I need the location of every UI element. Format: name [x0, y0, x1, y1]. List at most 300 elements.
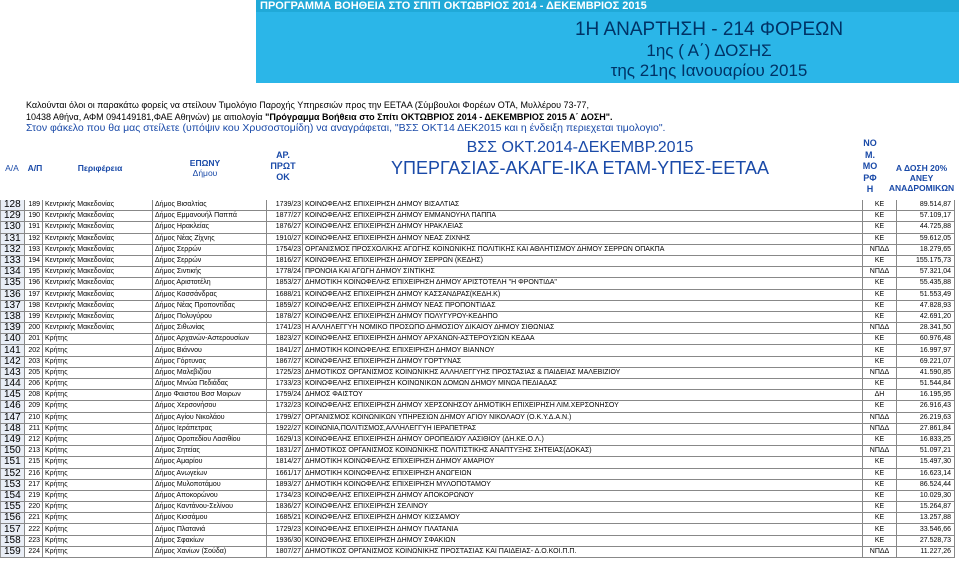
legal-form-cell: ΚΕ — [863, 255, 897, 266]
region-cell: Κεντρικής Μακεδονίας — [43, 278, 153, 289]
protocol-cell: 1831/27 — [267, 446, 303, 457]
application-number: 193 — [25, 244, 43, 255]
header-legal-form-l5: Η — [866, 184, 874, 194]
protocol-cell: 1814/27 — [267, 457, 303, 468]
region-cell: Κρήτης — [43, 412, 153, 423]
row-number: 136 — [1, 289, 25, 300]
municipality-cell: Δήμος Σιντικής — [153, 267, 267, 278]
protocol-cell: 1629/13 — [267, 434, 303, 445]
amount-cell: 28.341,50 — [897, 323, 955, 334]
header-legal-form-l1: ΝΟ — [863, 138, 877, 148]
legal-form-cell: ΝΠΔΔ — [863, 367, 897, 378]
table-row — [1, 323, 955, 334]
region-cell: Κρήτης — [43, 379, 153, 390]
entities-table — [0, 200, 955, 558]
application-number: 203 — [25, 356, 43, 367]
region-cell: Κρήτης — [43, 535, 153, 546]
row-number: 138 — [1, 311, 25, 322]
organization-cell: ΚΟΙΝΩΝΙΑ,ΠΟΛΙΤΙΣΜΟΣ,ΑΛΛΗΛΕΓΓΥΗ ΙΕΡΑΠΕΤΡΑΣ — [303, 423, 863, 434]
application-number: 190 — [25, 211, 43, 222]
protocol-cell: 1876/27 — [267, 222, 303, 233]
municipality-cell: Δήμος Πλατανιά — [153, 524, 267, 535]
row-number: 140 — [1, 334, 25, 345]
table-row — [1, 446, 955, 457]
protocol-cell: 1922/27 — [267, 423, 303, 434]
municipality-cell: Δήμος Γόρτυνας — [153, 356, 267, 367]
application-number: 208 — [25, 390, 43, 401]
header-legal-form — [858, 138, 882, 196]
municipality-cell: Δήμος Χανίων (Σούδα) — [153, 546, 267, 557]
region-cell: Κεντρικής Μακεδονίας — [43, 233, 153, 244]
amount-cell: 51.553,49 — [897, 289, 955, 300]
application-number: 210 — [25, 412, 43, 423]
row-number: 148 — [1, 423, 25, 434]
header-legal-form-l3: ΜΟ — [862, 161, 878, 171]
protocol-cell: 1725/23 — [267, 367, 303, 378]
region-cell: Κεντρικής Μακεδονίας — [43, 300, 153, 311]
header-amount-l2: ΑΝΕΥ — [909, 173, 934, 183]
amount-cell: 51.544,84 — [897, 379, 955, 390]
municipality-cell: Δήμος Χερσονήσου — [153, 401, 267, 412]
row-number: 133 — [1, 255, 25, 266]
legal-form-cell: ΝΠΔΔ — [863, 323, 897, 334]
organization-cell: ΔΗΜΟΤΙΚΗ ΚΟΙΝΩΦΕΛΗΣ ΕΠΙΧΕΙΡΗΣΗ ΔΗΜΟΥ ΒΙΑΝΝΟΥ — [303, 345, 863, 356]
table-row — [1, 490, 955, 501]
protocol-cell: 1893/27 — [267, 479, 303, 490]
amount-cell: 33.546,66 — [897, 524, 955, 535]
protocol-cell: 1688/21 — [267, 289, 303, 300]
application-number: 224 — [25, 546, 43, 557]
organization-cell: ΔΗΜΟΤΙΚΗ ΚΟΙΝΩΦΕΛΗΣ ΕΠΙΧΕΙΡΗΣΗ ΔΗΜΟΥ ΑΜΑΡΙΟΥ — [303, 457, 863, 468]
municipality-cell: Δήμος Καντάνου-Σελίνου — [153, 502, 267, 513]
amount-cell: 16.997,97 — [897, 345, 955, 356]
legal-form-cell: ΚΕ — [863, 334, 897, 345]
header-amount-l1: Α ΔΟΣΗ 20% — [895, 163, 948, 173]
application-number: 198 — [25, 300, 43, 311]
organization-cell: ΚΟΙΝΩΦΕΛΗΣ ΕΠΙΧΕΙΡΗΣΗ ΚΟΙΝΩΝΙΚΩΝ ΔΟΜΩΝ ΔΗΜΟΥ ΜΙΝΩΑ ΠΕΔΙΑΔΑΣ — [303, 379, 863, 390]
region-cell: Κρήτης — [43, 457, 153, 468]
legal-form-cell: ΚΕ — [863, 468, 897, 479]
table-row — [1, 211, 955, 222]
application-number: 221 — [25, 513, 43, 524]
header-entity — [180, 158, 230, 178]
amount-cell: 27.861,84 — [897, 423, 955, 434]
row-number: 158 — [1, 535, 25, 546]
region-cell: Κεντρικής Μακεδονίας — [43, 255, 153, 266]
region-cell: Κρήτης — [43, 423, 153, 434]
application-number: 202 — [25, 345, 43, 356]
table-row — [1, 535, 955, 546]
municipality-cell: Δήμος Βισαλτίας — [153, 200, 267, 211]
legal-form-cell: ΚΕ — [863, 289, 897, 300]
intro-line-2-prefix: 10438 Αθήνα, ΑΦΜ 094149181,ΦΑΕ Αθηνών) με αιτιολογία — [26, 112, 266, 122]
amount-cell: 155.175,73 — [897, 255, 955, 266]
legal-form-cell: ΚΕ — [863, 457, 897, 468]
header-amount-l3: ΑΝΑΔΡΟΜΙΚΩΝ — [888, 183, 955, 193]
region-cell: Κρήτης — [43, 524, 153, 535]
table-row — [1, 311, 955, 322]
protocol-cell: 1878/27 — [267, 311, 303, 322]
application-number: 195 — [25, 267, 43, 278]
municipality-cell: Δήμος Αριστοτέλη — [153, 278, 267, 289]
municipality-cell: Δήμος Ανωγείων — [153, 468, 267, 479]
title-banner — [256, 0, 959, 83]
protocol-cell: 1807/27 — [267, 546, 303, 557]
application-number: 222 — [25, 524, 43, 535]
municipality-cell: Δήμος Σητείας — [153, 446, 267, 457]
organization-cell: ΚΟΙΝΩΦΕΛΗΣ ΕΠΙΧΕΙΡΗΣΗ ΣΕΛΙΝΟΥ — [303, 502, 863, 513]
amount-cell: 51.097,21 — [897, 446, 955, 457]
protocol-cell: 1732/23 — [267, 401, 303, 412]
table-row — [1, 300, 955, 311]
table-row — [1, 356, 955, 367]
organization-cell: ΚΟΙΝΩΦΕΛΗΣ ΕΠΙΧΕΙΡΗΣΗ ΔΗΜΟΥ ΑΠΟΚΟΡΩΝΟΥ — [303, 490, 863, 501]
table-row — [1, 401, 955, 412]
header-protocol-l2: ΠΡΩΤ — [270, 161, 296, 171]
intro-line-2-bold: "Πρόγραμμα Βοήθεια στο Σπίτι ΟΚΤΩΒΡΙΟΣ 2014 - ΔΕΚΕΜΒΡΙΟΣ 2015 Α΄ ΔΟΣΗ". — [265, 112, 613, 122]
organization-cell: ΟΡΓΑΝΙΣΜΟΣ ΚΟΙΝΩΝΙΚΩΝ ΥΠΗΡΕΣΙΩΝ ΔΗΜΟΥ ΑΓΙΟΥ ΝΙΚΟΛΑΟΥ (Ο.Κ.Υ.Δ.Α.Ν.) — [303, 412, 863, 423]
protocol-cell: 1859/27 — [267, 300, 303, 311]
protocol-cell: 1733/23 — [267, 379, 303, 390]
application-number: 196 — [25, 278, 43, 289]
header-aa: Α/Α — [5, 163, 19, 173]
region-cell: Κεντρικής Μακεδονίας — [43, 311, 153, 322]
table-row — [1, 278, 955, 289]
header-ap: Α/Π — [27, 163, 43, 173]
amount-cell: 26.219,63 — [897, 412, 955, 423]
region-cell: Κρήτης — [43, 356, 153, 367]
municipality-cell: Δήμος Εμμανουήλ Παππά — [153, 211, 267, 222]
row-number: 139 — [1, 323, 25, 334]
legal-form-cell: ΚΕ — [863, 490, 897, 501]
header-protocol-l3: ΟΚ — [276, 172, 290, 182]
organization-cell: ΚΟΙΝΩΦΕΛΗΣ ΕΠΙΧΕΙΡΗΣΗ ΔΗΜΟΥ ΣΕΡΡΩΝ (ΚΕΔΗΣ) — [303, 255, 863, 266]
row-number: 131 — [1, 233, 25, 244]
organization-cell: ΚΟΙΝΩΦΕΛΗΣ ΕΠΙΧΕΙΡΗΣΗ ΔΗΜΟΥ ΚΙΣΣΑΜΟΥ — [303, 513, 863, 524]
application-number: 215 — [25, 457, 43, 468]
legal-form-cell: ΝΠΔΔ — [863, 446, 897, 457]
legal-form-cell: ΚΕ — [863, 200, 897, 211]
municipality-cell: Δήμος Αποκορώνου — [153, 490, 267, 501]
organization-cell: ΚΟΙΝΩΦΕΛΗΣ ΕΠΙΧΕΙΡΗΣΗ ΔΗΜΟΥ ΣΦΑΚΙΩΝ — [303, 535, 863, 546]
row-number: 145 — [1, 390, 25, 401]
application-number: 211 — [25, 423, 43, 434]
intro-line-3: Στον φάκελο που θα μας στείλετε (υπόψιν κου Χρυσοστομίδη) να αναγράφεται, "ΒΣΣ ΟΚΤ14 ΔΕΚ2015 και η ένδειξη περιεχεται τιμολογιο". — [26, 122, 666, 134]
posting-date: της 21ης Ιανουαρίου 2015 — [610, 61, 808, 80]
row-number: 157 — [1, 524, 25, 535]
row-number: 147 — [1, 412, 25, 423]
protocol-cell: 1754/23 — [267, 244, 303, 255]
region-cell: Κρήτης — [43, 546, 153, 557]
region-cell: Κρήτης — [43, 334, 153, 345]
table-row — [1, 524, 955, 535]
table-row — [1, 468, 955, 479]
protocol-cell: 1741/23 — [267, 323, 303, 334]
amount-cell: 44.725,88 — [897, 222, 955, 233]
region-cell: Κεντρικής Μακεδονίας — [43, 267, 153, 278]
legal-form-cell: ΚΕ — [863, 278, 897, 289]
organization-cell: ΚΟΙΝΩΦΕΛΗΣ ΕΠΙΧΕΙΡΗΣΗ ΔΗΜΟΥ ΒΙΣΑΛΤΙΑΣ — [303, 200, 863, 211]
municipality-cell: Δήμος Αγίου Νικολάου — [153, 412, 267, 423]
header-big-line-2: ΥΠΕΡΓΑΣΙΑΣ-ΑΚΑΓΕ-ΙΚΑ ΕΤΑΜ-ΥΠΕΣ-ΕΕΤΑΑ — [391, 158, 769, 178]
legal-form-cell: ΚΕ — [863, 345, 897, 356]
protocol-cell: 1877/27 — [267, 211, 303, 222]
amount-cell: 47.828,93 — [897, 300, 955, 311]
posting-title: 1Η ΑΝΑΡΤΗΣΗ - 214 ΦΟΡΕΩΝ — [574, 19, 844, 40]
organization-cell: ΚΟΙΝΩΦΕΛΗΣ ΕΠΙΧΕΙΡΗΣΗ ΔΗΜΟΥ ΝΕΑΣ ΠΡΟΠΟΝΤΙΔΑΣ — [303, 300, 863, 311]
table-row — [1, 434, 955, 445]
municipality-cell: Δήμος Μινώα Πεδιάδας — [153, 379, 267, 390]
organization-cell: ΚΟΙΝΩΦΕΛΗΣ ΕΠΙΧΕΙΡΗΣΗ ΔΗΜΟΥ ΝΕΑΣ ΖΙΧΝΗΣ — [303, 233, 863, 244]
legal-form-cell: ΝΠΔΔ — [863, 267, 897, 278]
table-header — [0, 136, 959, 196]
application-number: 206 — [25, 379, 43, 390]
row-number: 130 — [1, 222, 25, 233]
legal-form-cell: ΚΕ — [863, 233, 897, 244]
legal-form-cell: ΚΕ — [863, 222, 897, 233]
legal-form-cell: ΝΠΔΔ — [863, 423, 897, 434]
municipality-cell: Δήμος Πολυγύρου — [153, 311, 267, 322]
organization-cell: Η ΑΛΛΗΛΕΓΓΥΗ ΝΟΜΙΚΟ ΠΡΟΣΩΠΟ ΔΗΜΟΣΙΟΥ ΔΙΚΑΙΟΥ ΔΗΜΟΥ ΣΙΘΩΝΙΑΣ — [303, 323, 863, 334]
amount-cell: 16.623,14 — [897, 468, 955, 479]
application-number: 217 — [25, 479, 43, 490]
organization-cell: ΚΟΙΝΩΦΕΛΗΣ ΕΠΙΧΕΙΡΗΣΗ ΔΗΜΟΥ ΚΑΣΣΑΝΔΡΑΣ(ΚΕΔΗ.Κ) — [303, 289, 863, 300]
row-number: 135 — [1, 278, 25, 289]
table-row — [1, 255, 955, 266]
region-cell: Κρήτης — [43, 479, 153, 490]
organization-cell: ΠΡΟΝΟΙΑ ΚΑΙ ΑΓΩΓΗ ΔΗΜΟΥ ΣΙΝΤΙΚΗΣ — [303, 267, 863, 278]
legal-form-cell: ΔΗ — [863, 390, 897, 401]
municipality-cell: Δήμος Σφακίων — [153, 535, 267, 546]
installment-title: 1ης ( Α΄) ΔΟΣΗΣ — [646, 41, 772, 60]
application-number: 216 — [25, 468, 43, 479]
application-number: 209 — [25, 401, 43, 412]
application-number: 220 — [25, 502, 43, 513]
protocol-cell: 1739/23 — [267, 200, 303, 211]
legal-form-cell: ΚΕ — [863, 311, 897, 322]
row-number: 149 — [1, 434, 25, 445]
protocol-cell: 1816/27 — [267, 255, 303, 266]
organization-cell: ΚΟΙΝΩΦΕΛΗΣ ΕΠΙΧΕΙΡΗΣΗ ΔΗΜΟΥ ΗΡΑΚΛΕΙΑΣ — [303, 222, 863, 233]
amount-cell: 42.691,20 — [897, 311, 955, 322]
amount-cell: 89.514,87 — [897, 200, 955, 211]
row-number: 154 — [1, 490, 25, 501]
legal-form-cell: ΚΕ — [863, 524, 897, 535]
region-cell: Κρήτης — [43, 513, 153, 524]
region-cell: Κρήτης — [43, 502, 153, 513]
amount-cell: 60.976,48 — [897, 334, 955, 345]
municipality-cell: Δήμος Οροπεδίου Λασιθίου — [153, 434, 267, 445]
header-entity-l1: ΕΠΩΝΥ — [189, 158, 221, 168]
table-row — [1, 502, 955, 513]
intro-line-1: Καλούνται όλοι οι παρακάτω φορείς να στείλουν Τιμολόγιο Παροχής Υπηρεσιών προς την ΕΕΤΑΑ (Σύμβουλοι Φορέων ΟΤΑ, Μυλλέρου 73-77, — [26, 100, 590, 110]
amount-cell: 10.029,30 — [897, 490, 955, 501]
protocol-cell: 1841/27 — [267, 345, 303, 356]
row-number: 142 — [1, 356, 25, 367]
protocol-cell: 1778/24 — [267, 267, 303, 278]
municipality-cell: Δήμος Νέας Προποντίδας — [153, 300, 267, 311]
amount-cell: 41.590,85 — [897, 367, 955, 378]
table-row — [1, 546, 955, 557]
header-region: Περιφέρεια — [77, 163, 123, 173]
amount-cell: 13.257,88 — [897, 513, 955, 524]
region-cell: Κεντρικής Μακεδονίας — [43, 200, 153, 211]
amount-cell: 16.195,95 — [897, 390, 955, 401]
region-cell: Κρήτης — [43, 367, 153, 378]
legal-form-cell: ΚΕ — [863, 502, 897, 513]
region-cell: Κρήτης — [43, 390, 153, 401]
region-cell: Κεντρικής Μακεδονίας — [43, 244, 153, 255]
legal-form-cell: ΚΕ — [863, 401, 897, 412]
region-cell: Κρήτης — [43, 468, 153, 479]
amount-cell: 15.497,30 — [897, 457, 955, 468]
protocol-cell: 1867/27 — [267, 356, 303, 367]
organization-cell: ΔΗΜΟΤΙΚΗ ΚΟΙΝΩΦΕΛΗΣ ΕΠΙΧΕΙΡΗΣΗ ΔΗΜΟΥ ΑΡΙΣΤΟΤΕΛΗ "Η ΦΡΟΝΤΙΔΑ" — [303, 278, 863, 289]
table-row — [1, 457, 955, 468]
header-protocol — [266, 150, 300, 183]
protocol-cell: 1823/27 — [267, 334, 303, 345]
protocol-cell: 1734/23 — [267, 490, 303, 501]
municipality-cell: Δήμος Σερρών — [153, 244, 267, 255]
table-row — [1, 479, 955, 490]
row-number: 153 — [1, 479, 25, 490]
organization-cell: ΚΟΙΝΩΦΕΛΗΣ ΕΠΙΧΕΙΡΗΣΗ ΔΗΜΟΥ ΕΜΜΑΝΟΥΗΛ ΠΑΠΠΑ — [303, 211, 863, 222]
row-number: 132 — [1, 244, 25, 255]
row-number: 144 — [1, 379, 25, 390]
header-big-line-1: ΒΣΣ ΟΚΤ.2014-ΔΕΚΕΜΒΡ.2015 — [466, 139, 694, 156]
protocol-cell: 1759/24 — [267, 390, 303, 401]
organization-cell: ΚΟΙΝΩΦΕΛΗΣ ΕΠΙΧΕΙΡΗΣΗ ΔΗΜΟΥ ΠΛΑΤΑΝΙΑ — [303, 524, 863, 535]
application-number: 212 — [25, 434, 43, 445]
table-row — [1, 367, 955, 378]
amount-cell: 57.109,17 — [897, 211, 955, 222]
municipality-cell: Δήμος Κασσάνδρας — [153, 289, 267, 300]
header-protocol-l1: ΑΡ. — [276, 150, 290, 160]
table-row — [1, 423, 955, 434]
organization-cell: ΔΗΜΟΤΙΚΟΣ ΟΡΓΑΝΙΣΜΟΣ ΚΟΙΝΩΝΙΚΗΣ ΠΡΟΣΤΑΣΙΑΣ ΚΑΙ ΠΑΙΔΕΙΑΣ- Δ.Ο.ΚΟΙ.Π.Π. — [303, 546, 863, 557]
table-row — [1, 233, 955, 244]
region-cell: Κεντρικής Μακεδονίας — [43, 289, 153, 300]
amount-cell: 59.612,05 — [897, 233, 955, 244]
organization-cell: ΚΟΙΝΩΦΕΛΗΣ ΕΠΙΧΕΙΡΗΣΗ ΔΗΜΟΥ ΠΟΛΥΓΥΡΟΥ-ΚΕΔΗΠΟ — [303, 311, 863, 322]
application-number: 200 — [25, 323, 43, 334]
organization-cell: ΔΗΜΟΤΙΚΗ ΚΟΙΝΩΦΕΛΗΣ ΕΠΙΧΕΙΡΗΣΗ ΜΥΛΟΠΟΤΑΜΟΥ — [303, 479, 863, 490]
table-row — [1, 390, 955, 401]
municipality-cell: Δήμος Σιθωνίας — [153, 323, 267, 334]
region-cell: Κρήτης — [43, 446, 153, 457]
region-cell: Κεντρικής Μακεδονίας — [43, 222, 153, 233]
region-cell: Κρήτης — [43, 345, 153, 356]
row-number: 143 — [1, 367, 25, 378]
application-number: 191 — [25, 222, 43, 233]
header-amount — [884, 163, 959, 193]
municipality-cell: Δήμος Ηρακλείας — [153, 222, 267, 233]
legal-form-cell: ΚΕ — [863, 479, 897, 490]
amount-cell: 26.916,43 — [897, 401, 955, 412]
application-number: 201 — [25, 334, 43, 345]
municipality-cell: Δήμος Σερρών — [153, 255, 267, 266]
table-row — [1, 345, 955, 356]
amount-cell: 18.279,65 — [897, 244, 955, 255]
application-number: 223 — [25, 535, 43, 546]
row-number: 137 — [1, 300, 25, 311]
municipality-cell: Δήμος Αμαρίου — [153, 457, 267, 468]
row-number: 159 — [1, 546, 25, 557]
legal-form-cell: ΚΕ — [863, 434, 897, 445]
header-legal-form-l4: ΡΦ — [863, 172, 877, 183]
region-cell: Κεντρικής Μακεδονίας — [43, 211, 153, 222]
application-number: 219 — [25, 490, 43, 501]
amount-cell: 57.321,04 — [897, 267, 955, 278]
table-row — [1, 267, 955, 278]
municipality-cell: Δήμος Μυλοποτάμου — [153, 479, 267, 490]
legal-form-cell: ΝΠΔΔ — [863, 244, 897, 255]
application-number: 205 — [25, 367, 43, 378]
municipality-cell: Δήμος Κισσάμου — [153, 513, 267, 524]
legal-form-cell: ΚΕ — [863, 379, 897, 390]
table-body — [1, 200, 955, 558]
municipality-cell: Δήμος Βιάννου — [153, 345, 267, 356]
table-row — [1, 200, 955, 211]
amount-cell: 11.227,26 — [897, 546, 955, 557]
organization-cell: ΚΟΙΝΩΦΕΛΗΣ ΕΠΙΧΕΙΡΗΣΗ ΔΗΜΟΥ ΟΡΟΠΕΔΙΟΥ ΛΑΣΙΘΙΟΥ (ΔΗ.ΚΕ.Ο.Λ.) — [303, 434, 863, 445]
row-number: 128 — [1, 200, 25, 211]
amount-cell: 16.833,25 — [897, 434, 955, 445]
municipality-cell: Δήμος Αρχανών-Αστερουσίων — [153, 334, 267, 345]
protocol-cell: 1685/21 — [267, 513, 303, 524]
legal-form-cell: ΚΕ — [863, 535, 897, 546]
organization-cell: ΔΗΜΟΣ ΦΑΙΣΤΟΥ — [303, 390, 863, 401]
table-row — [1, 379, 955, 390]
row-number: 129 — [1, 211, 25, 222]
municipality-cell: Δήμος Ιεράπετρας — [153, 423, 267, 434]
row-number: 155 — [1, 502, 25, 513]
header-entity-l2: Δήμου — [192, 168, 218, 178]
row-number: 146 — [1, 401, 25, 412]
header-legal-form-l2: Μ. — [865, 149, 875, 160]
application-number: 194 — [25, 255, 43, 266]
organization-cell: ΚΟΙΝΩΦΕΛΗΣ ΕΠΙΧΕΙΡΗΣΗ ΔΗΜΟΥ ΧΕΡΣΟΝΗΣΟΥ ΔΗΜΟΤΙΚΗ ΕΠΙΧΕΙΡΗΣΗ ΛΙΜ.ΧΕΡΣΟΝΗΣΟΥ — [303, 401, 863, 412]
application-number: 197 — [25, 289, 43, 300]
legal-form-cell: ΚΕ — [863, 356, 897, 367]
organization-cell: ΔΗΜΟΤΙΚΟΣ ΟΡΓΑΝΙΣΜΟΣ ΚΟΙΝΩΝΙΚΗΣ ΑΛΛΗΛΕΓΓΥΗΣ ΠΡΟΣΤΑΣΙΑΣ & ΠΑΙΔΕΙΑΣ ΜΑΛΕΒΙΖΙΟΥ — [303, 367, 863, 378]
legal-form-cell: ΚΕ — [863, 513, 897, 524]
application-number: 189 — [25, 200, 43, 211]
row-number: 156 — [1, 513, 25, 524]
table-row — [1, 289, 955, 300]
organization-cell: ΚΟΙΝΩΦΕΛΗΣ ΕΠΙΧΕΙΡΗΣΗ ΔΗΜΟΥ ΑΡΧΑΝΩΝ-ΑΣΤΕΡΟΥΣΙΩΝ ΚΕΔΑΑ — [303, 334, 863, 345]
organization-cell: ΔΗΜΟΤΙΚΗ ΚΟΙΝΩΦΕΛΗΣ ΕΠΙΧΕΙΡΗΣΗ ΑΝΩΓΕΙΩΝ — [303, 468, 863, 479]
municipality-cell: Δήμος Νέας Ζίχνης — [153, 233, 267, 244]
amount-cell: 86.524,44 — [897, 479, 955, 490]
row-number: 134 — [1, 267, 25, 278]
protocol-cell: 1936/30 — [267, 535, 303, 546]
protocol-cell: 1729/23 — [267, 524, 303, 535]
application-number: 213 — [25, 446, 43, 457]
region-cell: Κρήτης — [43, 434, 153, 445]
amount-cell: 27.528,73 — [897, 535, 955, 546]
legal-form-cell: ΚΕ — [863, 211, 897, 222]
application-number: 192 — [25, 233, 43, 244]
protocol-cell: 1853/27 — [267, 278, 303, 289]
region-cell: Κρήτης — [43, 490, 153, 501]
program-title: ΠΡΟΓΡΑΜΜΑ ΒΟΗΘΕΙΑ ΣΤΟ ΣΠΙΤΙ ΟΚΤΩΒΡΙΟΣ 2014 - ΔΕΚΕΜΒΡΙΟΣ 2015 — [260, 0, 647, 12]
application-number: 199 — [25, 311, 43, 322]
table-row — [1, 244, 955, 255]
organization-cell: ΚΟΙΝΩΦΕΛΗΣ ΕΠΙΧΕΙΡΗΣΗ ΔΗΜΟΥ ΓΟΡΤΥΝΑΣ — [303, 356, 863, 367]
organization-cell: ΔΗΜΟΤΙΚΟΣ ΟΡΓΑΝΙΣΜΟΣ ΚΟΙΝΩΝΙΚΗΣ ΠΟΛΙΤΙΣΤΙΚΗΣ ΑΝΑΠΤΥΞΗΣ ΣΗΤΕΙΑΣ(ΔΟΚΑΣ) — [303, 446, 863, 457]
protocol-cell: 1836/27 — [267, 502, 303, 513]
